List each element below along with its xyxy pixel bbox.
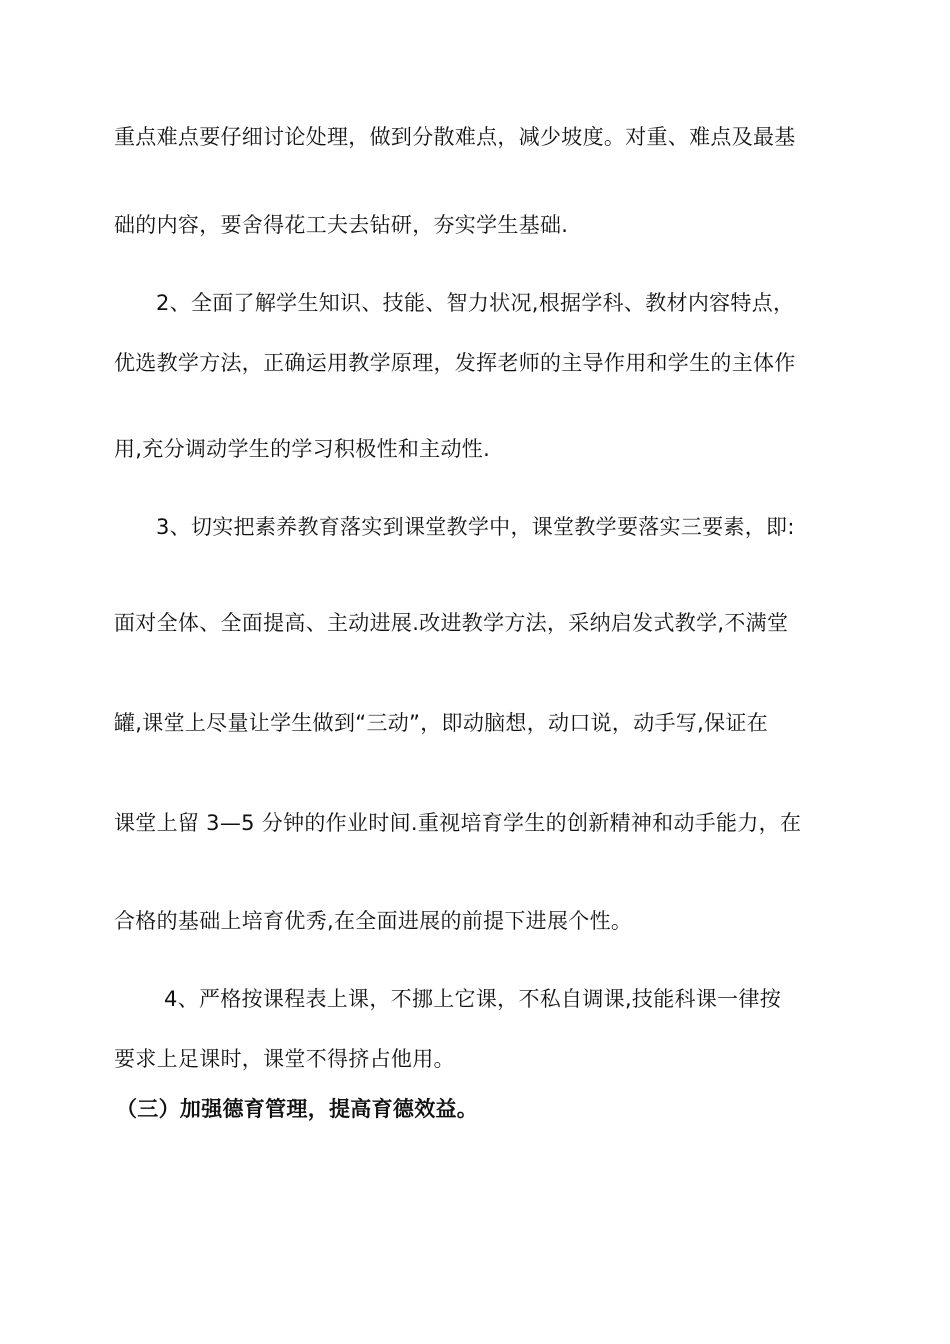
paragraph-line-4: 优选教学方法，正确运用教学原理，发挥老师的主导作用和学生的主体作: [114, 351, 796, 375]
paragraph-line-9: 课堂上留 3—5 分钟的作业时间.重视培育学生的创新精神和动手能力，在: [114, 811, 802, 835]
paragraph-line-2: 础的内容，要舍得花工夫去钻研，夯实学生基础.: [114, 213, 569, 237]
paragraph-line-8: 罐,课堂上尽量让学生做到“三动”，即动脑想，动口说，动手写,保证在: [114, 711, 769, 735]
paragraph-line-12: 要求上足课时，课堂不得挤占他用。: [114, 1047, 455, 1071]
paragraph-line-11: 4、严格按课程表上课，不挪上它课，不私自调课,技能科课一律按: [164, 987, 782, 1011]
paragraph-line-5: 用,充分调动学生的学习积极性和主动性.: [114, 437, 491, 461]
section-heading: （三）加强德育管理，提高育德效益。: [116, 1097, 479, 1121]
paragraph-line-10: 合格的基础上培育优秀,在全面进展的前提下进展个性。: [114, 909, 633, 933]
paragraph-line-1: 重点难点要仔细讨论处理，做到分散难点，减少坡度。对重、难点及最基: [114, 125, 796, 149]
paragraph-line-6: 3、切实把素养教育落实到课堂教学中，课堂教学要落实三要素，即:: [156, 515, 795, 539]
paragraph-line-3: 2、全面了解学生知识、技能、智力状况,根据学科、教材内容特点，: [156, 291, 795, 315]
paragraph-line-7: 面对全体、全面提高、主动进展.改进教学方法，采纳启发式教学,不满堂: [114, 611, 789, 635]
